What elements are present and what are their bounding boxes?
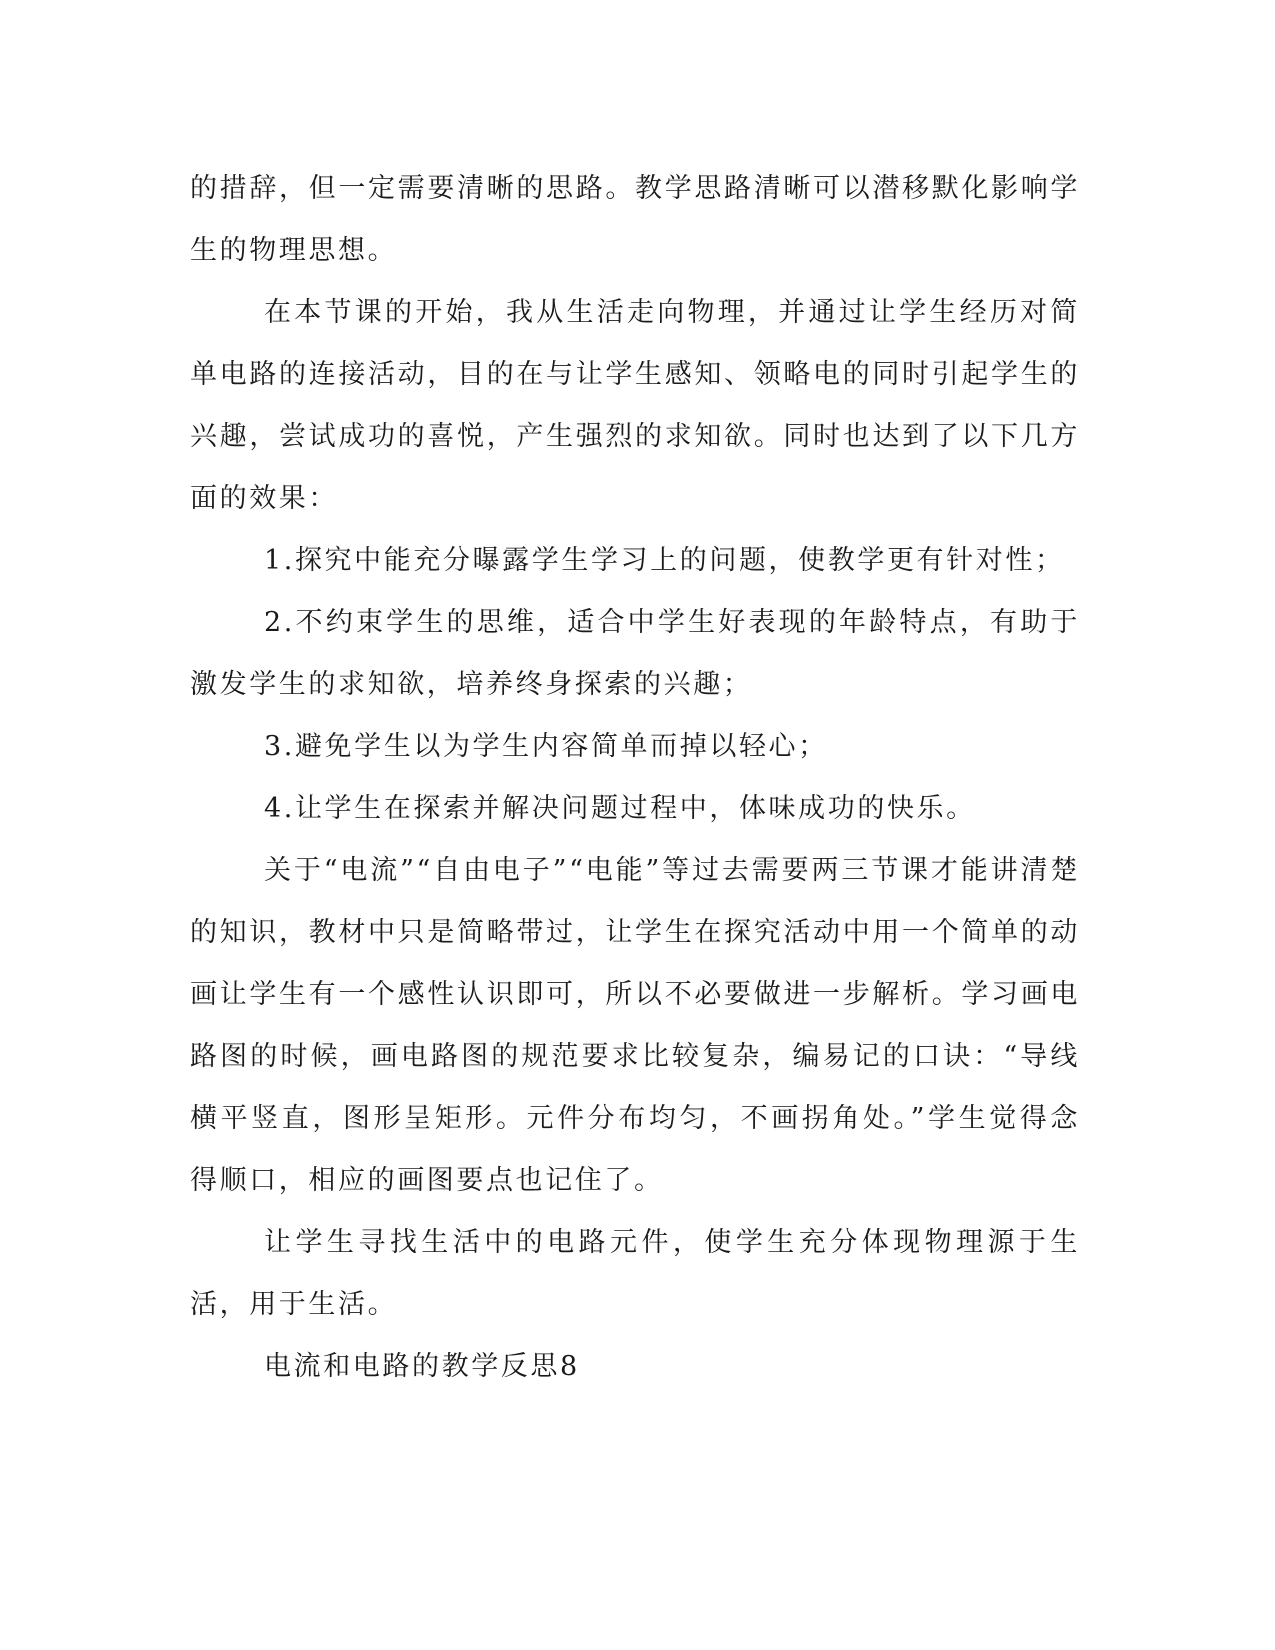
- paragraph: 让学生寻找生活中的电路元件，使学生充分体现物理源于生活，用于生活。: [190, 1227, 1080, 1320]
- list-item: 2.不约束学生的思维，适合中学生好表现的年龄特点，有助于激发学生的求知欲，培养终身探索的兴趣；: [190, 607, 1080, 700]
- paragraph: 关于“电流”“自由电子”“电能”等过去需要两三节课才能讲清楚的知识，教材中只是简略带过，让学生在探究活动中用一个简单的动画让学生有一个感性认识即可，所以不必要做进一步解析。学习画电路图的时候，画电路图的规范要求比较复杂，编易记的口诀：“导线横平竖直，图形呈矩形。元件分布均匀，不画拐角处。”学生觉得念得顺口，相应的画图要点也记住了。: [190, 855, 1080, 1196]
- document-body: [190, 158, 1080, 1398]
- paragraph: 的措辞，但一定需要清晰的思路。教学思路清晰可以潜移默化影响学生的物理思想。: [190, 173, 1080, 266]
- section-heading: 电流和电路的教学反思8: [264, 1351, 580, 1382]
- list-item: 1.探究中能充分曝露学生学习上的问题，使教学更有针对性；: [264, 545, 1065, 576]
- list-item: 4.让学生在探索并解决问题过程中，体味成功的快乐。: [264, 793, 976, 824]
- list-item: 3.避免学生以为学生内容简单而掉以轻心；: [264, 731, 828, 762]
- paragraph: 在本节课的开始，我从生活走向物理，并通过让学生经历对简单电路的连接活动，目的在与让学生感知、领略电的同时引起学生的兴趣，尝试成功的喜悦，产生强烈的求知欲。同时也达到了以下几方面的效果：: [190, 297, 1080, 514]
